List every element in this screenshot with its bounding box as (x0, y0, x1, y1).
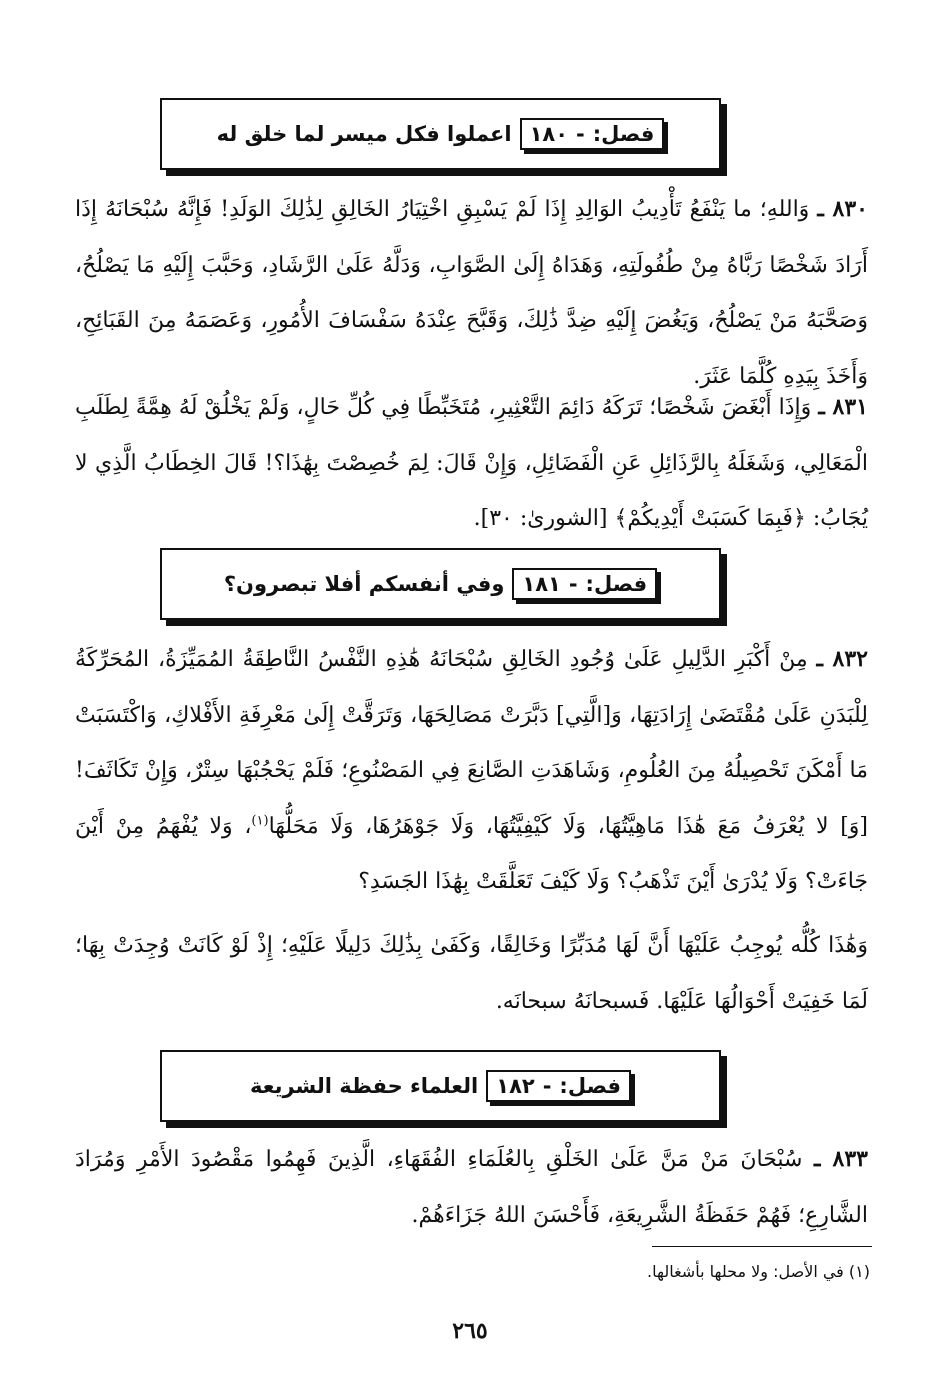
fasl-word: فصل: (592, 122, 655, 146)
paragraph-832 (75, 632, 868, 910)
fasl-word: فصل: (559, 1074, 622, 1098)
section-header-content (217, 118, 665, 150)
paragraph-text: وَاللهِ؛ ما يَنْفَعُ تَأْدِيبُ الوَالِدِ إِذَا لَمْ يَسْبِقِ اخْتِيَارُ الخَالِقِ لِذَٰلِكَ الوَلَدِ! فَإِنَّهُ سُبْحَانَهُ إِذَا أَرَادَ شَخْصًا رَبَّاهُ مِنْ طُفُولَتِهِ، وَهَدَاهُ إِلَىٰ الصَّوَابِ، وَدَلَّهُ عَلَىٰ الرَّشَادِ، وَحَبَّبَ إِلَيْهِ مَا يَصْلُحُ، وَصَحَّبَهُ مَنْ يَصْلُحُ، وَيَغُضَ إِلَيْهِ ضِدَّ ذَٰلِكَ، وَقَبَّحَ عِنْدَهُ سَفْسَافَ الأُمُورِ، وَعَصَمَهُ مِنَ القَبَائِحِ، وَأَخَذَ بِيَدِهِ كُلَّمَا عَثَرَ. (75, 197, 868, 389)
fasl-dash: - (568, 572, 578, 596)
paragraph-number: ٨٣٠ ـ (817, 196, 868, 222)
fasl-word: فصل: (585, 572, 648, 596)
paragraph-number: ٨٣١ ـ (818, 394, 868, 420)
paragraph-text: وَهَٰذَا كُلُّه يُوجِبُ عَلَيْهَا أَنَّ لَهَا مُدَبِّرًا وَخَالِقًا، وَكَفَىٰ بِذَٰلِكَ دَلِيلًا عَلَيْهِ؛ إِذْ لَوْ كَانَتْ وُجِدَتْ بِهَا؛ لَمَا خَفِيَتْ أَحْوَالُهَا عَلَيْهَا. فَسبحانَهُ سبحانَه. (75, 933, 868, 1014)
section-number: ١٨١ (522, 572, 561, 596)
section-header-181 (160, 548, 721, 620)
section-number: ١٨٠ (529, 122, 569, 146)
fasl-dash: - (542, 1074, 552, 1098)
paragraph-text: سُبْحَانَ مَنْ مَنَّ عَلَىٰ الخَلْقِ بِالعُلَمَاءِ الفُقَهَاءِ، الَّذِينَ فَهِمُوا مَقْصُودَ الأَمْرِ وَمُرَادَ الشَّارِعِ؛ فَهُمْ حَفَظَةُ الشَّرِيعَةِ، فَأَحْسَنَ اللهُ جَزَاءَهُمْ. (75, 1147, 868, 1228)
fasl-label-box (512, 568, 657, 600)
fasl-label-box (520, 118, 665, 150)
paragraph-text-continued: ، وَلا يُفْهَمُ مِنْ أَيْنَ جَاءَتْ؟ وَلَا يُدْرَىٰ أَيْنَ تَذْهَبُ؟ وَلَا كَيْفَ تَعَلَّقَتْ بِهَٰذَا الجَسَدِ؟ (75, 813, 868, 894)
footnote: (١) في الأصل: ولا محلها بأشغالها. (647, 1262, 870, 1281)
section-header-content (250, 1070, 631, 1102)
paragraph-number: ٨٣٢ ـ (816, 646, 868, 672)
page-number: ٢٦٥ (452, 1318, 488, 1344)
section-title: اعملوا فكل ميسر لما خلق له (216, 122, 512, 146)
section-number: ١٨٢ (496, 1074, 535, 1098)
paragraph-832-continuation (75, 918, 868, 1029)
section-header-content (224, 568, 657, 600)
paragraph-830 (75, 182, 868, 404)
paragraph-text: وَإِذَا أَبْغَضَ شَخْصًا؛ تَرَكَهُ دَائِمَ التَّعْثِيرِ، مُتَخَبِّطًا فِي كُلِّ حَالٍ، وَلَمْ يَخْلُقْ لَهُ هِمَّةً لِطَلَبِ الْمَعَالِي، وَشَغَلَهُ بِالرَّذَائِلِ عَنِ الْفَضَائِلِ، وَإِنْ قَالَ: لِمَ خُصِصْتَ بِهَٰذَا؟! قَالَ الخِطَابُ الَّذِي لا يُجَابُ: ﴿فَبِمَا كَسَبَتْ أَيْدِيكُمْ﴾ [الشورىٰ: ٣٠]. (75, 395, 868, 531)
footnote-reference[interactable]: (١) (251, 813, 269, 829)
footnote-separator (652, 1246, 872, 1247)
section-title: وفي أنفسكم أفلا تبصرون؟ (223, 572, 505, 596)
paragraph-number: ٨٣٣ ـ (813, 1146, 868, 1172)
fasl-label-box (486, 1070, 631, 1102)
section-header-182 (160, 1050, 721, 1122)
paragraph-text: مِنْ أَكْبَرِ الدَّلِيلِ عَلَىٰ وُجُودِ الخَالِقِ سُبْحَانَهُ هَٰذِهِ النَّفْسُ النَّاطِقَةُ المُمَيِّزَةُ، المُحَرِّكَةُ لِلْبَدَنِ عَلَىٰ مُقْتَضَىٰ إِرَادَتِهَا، وَ[الَّتِي] دَبَّرَتْ مَصَالِحَهَا، وَتَرَقَّتْ إِلَىٰ مَعْرِفَةِ الأَفْلاكِ، وَاكْتَسَبَتْ مَا أَمْكَنَ تَحْصِيلُهُ مِنَ العُلُومِ، وَشَاهَدَتِ الصَّانِعَ فِي المَصْنُوعِ؛ فَلَمْ يَحْجُبْهَا سِتْرٌ، وَإِنْ تَكَاثَفَ! [وَ] لا يُعْرَفُ مَعَ هَٰذَا مَاهِيَّتُهَا، وَلَا كَيْفِيَّتُهَا، وَلَا جَوْهَرُهَا، وَلَا مَحَلُّهَا (75, 647, 868, 839)
fasl-dash: - (576, 122, 585, 146)
section-title: العلماء حفظة الشريعة (249, 1074, 479, 1098)
paragraph-833 (75, 1132, 868, 1243)
paragraph-831 (75, 380, 868, 547)
section-header-180 (160, 98, 721, 170)
